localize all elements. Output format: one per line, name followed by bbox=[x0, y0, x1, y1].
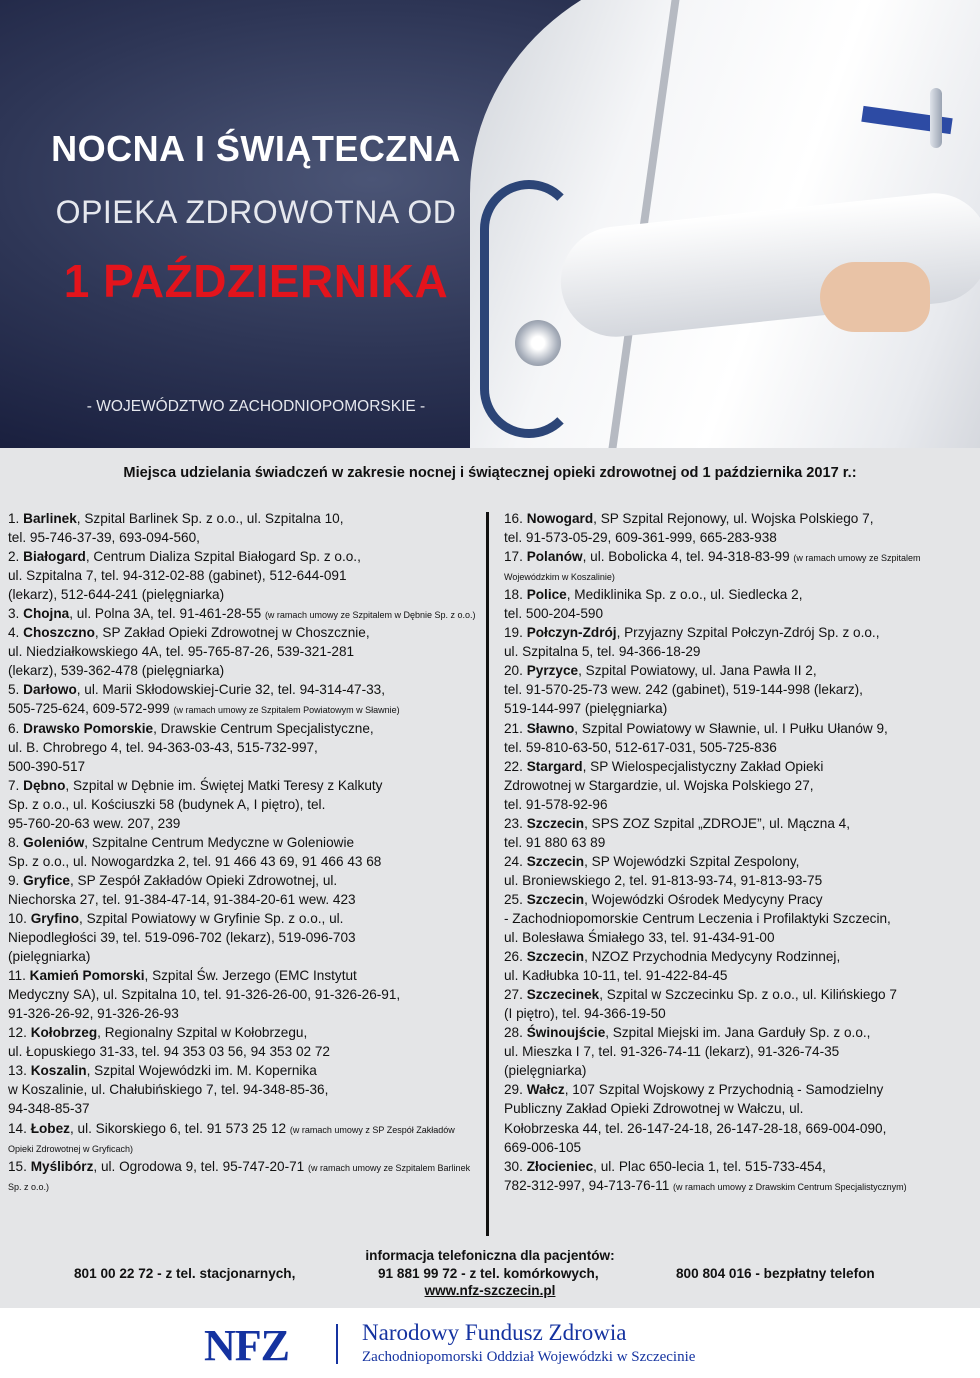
item-details: , SP Szpital Rejonowy, ul. Wojska Polskiego 7, bbox=[593, 511, 874, 526]
item-details: , SP Wojewódzki Szpital Zespolony, bbox=[584, 853, 800, 869]
item-city: Choszczno bbox=[23, 625, 95, 641]
list-item bbox=[504, 1023, 976, 1080]
item-city: Szczecin bbox=[526, 949, 585, 965]
item-line: ul. Kadłubka 10-11, tel. 91-422-84-45 bbox=[504, 968, 728, 984]
item-details: , ul. Ogrodowa 9, tel. 95-747-20-71 bbox=[93, 1158, 305, 1174]
item-details: , Szpital w Dębnie im. Świętej Matki Teresy z Kalkuty bbox=[65, 777, 383, 793]
item-line: (I piętro), tel. 94-366-19-50 bbox=[504, 1006, 666, 1022]
item-note: (w ramach umowy ze Szpitalem Powiatowym w Sławnie) bbox=[173, 705, 400, 716]
list-item bbox=[504, 985, 976, 1023]
item-note: (w ramach umowy z Drawskim Centrum Specjalistycznym) bbox=[673, 1181, 907, 1192]
item-city: Nowogard bbox=[526, 511, 594, 526]
facility-list-right bbox=[504, 509, 976, 1195]
list-item bbox=[8, 871, 480, 909]
item-number: 7. bbox=[8, 777, 20, 793]
item-number: 21. bbox=[504, 720, 523, 736]
item-number: 18. bbox=[504, 587, 523, 603]
item-number: 13. bbox=[8, 1063, 27, 1079]
item-details: , Szpital Powiatowy w Gryfinie Sp. z o.o., ul. bbox=[79, 910, 344, 926]
item-number: 12. bbox=[8, 1025, 27, 1041]
phone-mobile: 91 881 99 72 - z tel. komórkowych, bbox=[378, 1266, 599, 1281]
hero-region: - WOJEWÓDZTWO ZACHODNIOPOMORSKIE - bbox=[86, 398, 426, 415]
list-item bbox=[8, 909, 480, 966]
item-number: 26. bbox=[504, 949, 523, 965]
list-item bbox=[504, 1080, 976, 1156]
item-line: (lekarz), 512-644-241 (pielęgniarka) bbox=[8, 587, 225, 603]
list-item bbox=[504, 1157, 976, 1195]
item-details: , SP Wielospecjalistyczny Zakład Opieki bbox=[582, 758, 824, 774]
item-city: Gryfice bbox=[23, 872, 70, 888]
item-line: ul. Szpitalna 5, tel. 94-366-18-29 bbox=[504, 644, 701, 660]
item-number: 27. bbox=[504, 987, 523, 1003]
item-details: , ul. Marii Skłodowskiej-Curie 32, tel. 94-314-47-33, bbox=[76, 682, 386, 698]
list-item bbox=[504, 661, 976, 718]
list-item bbox=[8, 719, 480, 776]
list-item bbox=[8, 1119, 480, 1157]
item-city: Goleniów bbox=[23, 834, 85, 850]
list-item bbox=[504, 547, 976, 585]
item-city: Barlinek bbox=[23, 511, 77, 526]
item-line: ul. Broniewskiego 2, tel. 91-813-93-74, 91-813-93-75 bbox=[504, 872, 823, 888]
item-line: tel. 59-810-63-50, 512-617-031, 505-725-836 bbox=[504, 739, 777, 755]
list-item bbox=[8, 623, 480, 680]
item-details: , Szpital Miejski im. Jana Garduły Sp. z o.o., bbox=[605, 1025, 871, 1041]
item-line: Medyczny SA), ul. Szpitalna 10, tel. 91-326-26-00, 91-326-26-91, bbox=[8, 987, 401, 1003]
list-item bbox=[8, 1023, 480, 1061]
item-line: w Koszalinie, ul. Chałubińskiego 7, tel. 94-348-85-36, bbox=[8, 1082, 329, 1098]
item-city: Szczecin bbox=[526, 853, 585, 869]
item-note: (w ramach umowy ze Szpitalem Wojewódzkim w Koszalinie) bbox=[504, 553, 921, 583]
item-number: 25. bbox=[504, 891, 523, 907]
list-item bbox=[504, 890, 976, 947]
item-line: Niechorska 27, tel. 91-384-47-14, 91-384-20-61 wew. 423 bbox=[8, 891, 356, 907]
item-number: 29. bbox=[504, 1082, 523, 1098]
item-city: Darłowo bbox=[23, 682, 77, 698]
list-item bbox=[8, 1061, 480, 1118]
item-details: , ul. Bobolicka 4, tel. 94-318-83-99 bbox=[582, 549, 790, 565]
item-line: (lekarz), 539-362-478 (pielęgniarka) bbox=[8, 663, 225, 679]
item-note: (w ramach umowy ze Szpitalem Barlinek Sp. z o.o.) bbox=[8, 1162, 471, 1192]
item-line: ul. Szpitalna 7, tel. 94-312-02-88 (gabinet), 512-644-091 bbox=[8, 568, 347, 584]
item-details: , Szpital w Szczecinku Sp. z o.o., ul. Kilińskiego 7 bbox=[599, 987, 897, 1003]
item-details: , Przyjazny Szpital Połczyn-Zdrój Sp. z o.o., bbox=[616, 625, 880, 641]
item-line: - Zachodniopomorskie Centrum Leczenia i Profilaktyki Szczecin, bbox=[504, 910, 891, 926]
item-number: 17. bbox=[504, 549, 523, 565]
item-line: tel. 91-573-05-29, 609-361-999, 665-283-938 bbox=[504, 530, 777, 546]
item-details: , Szpital Powiatowy w Sławnie, ul. I Pułku Ułanów 9, bbox=[574, 720, 888, 736]
item-city: Szczecin bbox=[526, 891, 585, 907]
item-line: tel. 500-204-590 bbox=[504, 606, 604, 622]
item-line: 782-312-997, 94-713-76-11 bbox=[504, 1177, 670, 1193]
list-item bbox=[504, 719, 976, 757]
fund-name: Narodowy Fundusz Zdrowia bbox=[362, 1320, 627, 1345]
item-number: 22. bbox=[504, 758, 523, 774]
item-line: Sp. z o.o., ul. Nowogardzka 2, tel. 91 466 43 69, 91 466 43 68 bbox=[8, 853, 382, 869]
item-line: Zdrowotnej w Stargardzie, ul. Wojska Polskiego 27, bbox=[504, 777, 814, 793]
item-number: 20. bbox=[504, 663, 523, 679]
phone-info-title: informacja telefoniczna dla pacjentów: bbox=[365, 1248, 615, 1263]
item-line: ul. Łopuskiego 31-33, tel. 94 353 03 56, 94 353 02 72 bbox=[8, 1044, 330, 1060]
item-line: Kołobrzeska 44, tel. 26-147-24-18, 26-147-28-18, 669-004-090, bbox=[504, 1120, 887, 1136]
footer bbox=[0, 1308, 980, 1378]
item-number: 8. bbox=[8, 834, 20, 850]
item-city: Gryfino bbox=[30, 910, 80, 926]
item-details: , Szpital Powiatowy, ul. Jana Pawła II 2, bbox=[578, 663, 817, 679]
item-line: 669-006-105 bbox=[504, 1139, 582, 1155]
item-line: 94-348-85-37 bbox=[8, 1101, 90, 1117]
list-item bbox=[504, 757, 976, 814]
item-city: Polanów bbox=[526, 549, 583, 565]
item-details: , Szpital Św. Jerzego (EMC Instytut bbox=[144, 968, 357, 984]
pen-icon bbox=[930, 88, 942, 148]
list-item bbox=[8, 509, 480, 547]
item-city: Dębno bbox=[23, 777, 66, 793]
item-city: Szczecin bbox=[526, 815, 585, 831]
list-item bbox=[8, 604, 480, 623]
hero-title-line1: NOCNA I ŚWIĄTECZNA bbox=[51, 128, 461, 169]
item-number: 30. bbox=[504, 1158, 523, 1174]
item-number: 19. bbox=[504, 625, 523, 641]
hero-banner bbox=[0, 0, 980, 448]
item-details: , Mediklinika Sp. z o.o., ul. Siedlecka 2, bbox=[566, 587, 803, 603]
item-line: ul. Niedziałkowskiego 4A, tel. 95-765-87-26, 539-321-281 bbox=[8, 644, 355, 660]
list-item bbox=[504, 852, 976, 890]
list-item bbox=[8, 833, 480, 871]
phone-free: 800 804 016 - bezpłatny telefon bbox=[676, 1266, 875, 1281]
item-note: (w ramach umowy z SP Zespół Zakładów Opieki Zdrowotnej w Gryficach) bbox=[8, 1124, 455, 1154]
list-item bbox=[504, 947, 976, 985]
item-number: 5. bbox=[8, 682, 20, 698]
item-city: Połczyn-Zdrój bbox=[526, 625, 617, 641]
item-number: 15. bbox=[8, 1158, 27, 1174]
item-details: , Drawskie Centrum Specjalistyczne, bbox=[153, 720, 374, 736]
item-city: Wałcz bbox=[526, 1082, 565, 1098]
list-item bbox=[504, 509, 976, 547]
list-item bbox=[8, 547, 480, 604]
facility-list-left bbox=[8, 509, 480, 1195]
item-city: Kamień Pomorski bbox=[29, 968, 145, 984]
hand bbox=[820, 262, 930, 332]
item-line: Publiczny Zakład Opieki Zdrowotnej w Wałczu, ul. bbox=[504, 1101, 804, 1117]
item-details: , ul. Sikorskiego 6, tel. 91 573 25 12 bbox=[69, 1120, 287, 1136]
stethoscope-head-icon bbox=[515, 320, 561, 366]
item-line: (pielęgniarka) bbox=[504, 1063, 587, 1079]
item-details: , ul. Plac 650-lecia 1, tel. 515-733-454, bbox=[593, 1158, 826, 1174]
item-city: Łobez bbox=[30, 1120, 70, 1136]
phone-landline: 801 00 22 72 - z tel. stacjonarnych, bbox=[74, 1266, 296, 1281]
item-details: , Szpital Barlinek Sp. z o.o., ul. Szpitalna 10, bbox=[76, 511, 344, 526]
list-item bbox=[8, 966, 480, 1023]
item-city: Białogard bbox=[23, 549, 86, 565]
item-line: 519-144-997 (pielęgniarka) bbox=[504, 701, 668, 717]
website-link[interactable]: www.nfz-szczecin.pl bbox=[424, 1283, 556, 1298]
item-number: 11. bbox=[8, 968, 26, 984]
item-city: Drawsko Pomorskie bbox=[23, 720, 154, 736]
item-city: Szczecinek bbox=[526, 987, 600, 1003]
item-number: 9. bbox=[8, 872, 20, 888]
item-line: ul. Mieszka I 7, tel. 91-326-74-11 (lekarz), 91-326-74-35 bbox=[504, 1044, 840, 1060]
item-number: 2. bbox=[8, 549, 20, 565]
hero-title-date: 1 PAŹDZIERNIKA bbox=[63, 255, 449, 307]
item-number: 14. bbox=[8, 1120, 27, 1136]
item-line: tel. 95-746-37-39, 693-094-560, bbox=[8, 530, 200, 546]
item-number: 4. bbox=[8, 625, 20, 641]
item-details: , Centrum Dializa Szpital Białogard Sp. z o.o., bbox=[85, 549, 361, 565]
item-details: , SPS ZOZ Szpital „ZDROJE”, ul. Mączna 4, bbox=[584, 815, 851, 831]
item-number: 10. bbox=[8, 910, 27, 926]
list-item bbox=[504, 585, 976, 623]
nfz-logo: NFZ bbox=[204, 1321, 289, 1370]
list-item bbox=[504, 814, 976, 852]
item-city: Stargard bbox=[526, 758, 583, 774]
item-line: tel. 91-570-25-73 wew. 242 (gabinet), 519-144-998 (lekarz), bbox=[504, 682, 863, 698]
item-details: , SP Zakład Opieki Zdrowotnej w Choszcznie, bbox=[94, 625, 370, 641]
column-divider bbox=[486, 512, 489, 1236]
item-line: (pielęgniarka) bbox=[8, 949, 91, 965]
item-details: , Wojewódzki Ośrodek Medycyny Pracy bbox=[584, 891, 823, 907]
item-details: , Szpitalne Centrum Medyczne w Goleniowie bbox=[84, 834, 355, 850]
list-item bbox=[8, 776, 480, 833]
item-number: 24. bbox=[504, 853, 523, 869]
item-line: tel. 91-578-92-96 bbox=[504, 796, 608, 812]
item-line: 500-390-517 bbox=[8, 758, 86, 774]
item-details: , Regionalny Szpital w Kołobrzegu, bbox=[97, 1025, 308, 1041]
item-line: Sp. z o.o., ul. Kościuszki 58 (budynek A, I piętro), tel. bbox=[8, 796, 326, 812]
list-heading: Miejsca udzielania świadczeń w zakresie nocnej i świątecznej opieki zdrowotnej od 1 października 2017 r.: bbox=[123, 465, 857, 481]
item-details: , NZOZ Przychodnia Medycyny Rodzinnej, bbox=[584, 949, 841, 965]
item-details: , 107 Szpital Wojskowy z Przychodnią - Samodzielny bbox=[564, 1082, 884, 1098]
item-number: 16. bbox=[504, 511, 523, 526]
item-city: Koszalin bbox=[30, 1063, 87, 1079]
item-city: Sławno bbox=[526, 720, 575, 736]
list-item bbox=[504, 623, 976, 661]
item-details: , Szpital Wojewódzki im. M. Kopernika bbox=[86, 1063, 317, 1079]
item-city: Myślibórz bbox=[30, 1158, 94, 1174]
item-number: 28. bbox=[504, 1025, 523, 1041]
item-line: Niepodległości 39, tel. 519-096-702 (lekarz), 519-096-703 bbox=[8, 930, 356, 946]
item-city: Kołobrzeg bbox=[30, 1025, 98, 1041]
item-city: Pyrzyce bbox=[526, 663, 579, 679]
item-city: Chojna bbox=[23, 606, 70, 622]
item-number: 23. bbox=[504, 815, 523, 831]
item-line: ul. Bolesława Śmiałego 33, tel. 91-434-91-00 bbox=[504, 930, 775, 946]
item-note: (w ramach umowy ze Szpitalem w Dębnie Sp. z o.o.) bbox=[264, 610, 476, 621]
list-item bbox=[8, 1157, 480, 1195]
item-details: , SP Zespół Zakładów Opieki Zdrowotnej, ul. bbox=[69, 872, 338, 888]
item-line: 505-725-624, 609-572-999 bbox=[8, 701, 170, 717]
stethoscope-icon bbox=[480, 180, 578, 438]
logo-separator bbox=[336, 1324, 338, 1364]
item-number: 6. bbox=[8, 720, 20, 736]
item-line: ul. B. Chrobrego 4, tel. 94-363-03-43, 515-732-997, bbox=[8, 739, 318, 755]
item-line: tel. 91 880 63 89 bbox=[504, 834, 606, 850]
item-line: 95-760-20-63 wew. 207, 239 bbox=[8, 815, 181, 831]
item-details: , ul. Polna 3A, tel. 91-461-28-55 bbox=[69, 606, 262, 622]
item-number: 1. bbox=[8, 511, 20, 526]
branch-name: Zachodniopomorski Oddział Wojewódzki w Szczecinie bbox=[362, 1349, 696, 1365]
hero-title-line2: OPIEKA ZDROWOTNA OD bbox=[55, 194, 457, 230]
list-item bbox=[8, 680, 480, 718]
item-line: 91-326-26-92, 91-326-26-93 bbox=[8, 1006, 179, 1022]
item-number: 3. bbox=[8, 606, 20, 622]
item-city: Police bbox=[526, 587, 567, 603]
item-city: Złocieniec bbox=[526, 1158, 594, 1174]
item-city: Świnoujście bbox=[526, 1025, 606, 1041]
